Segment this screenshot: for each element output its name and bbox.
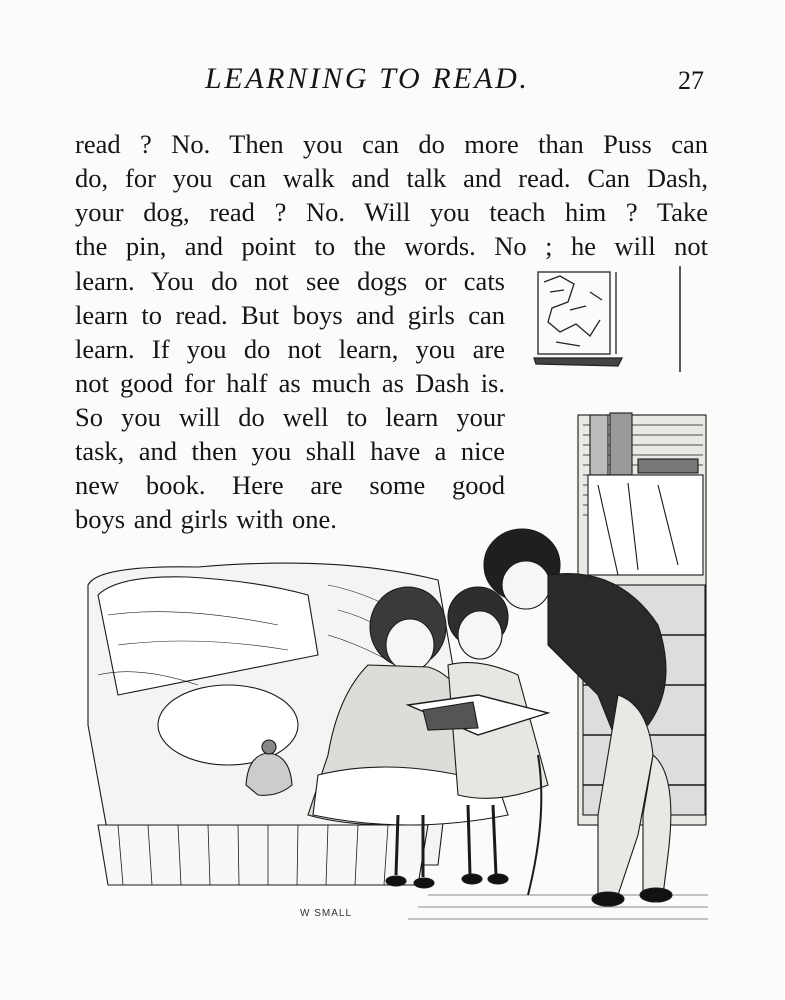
text-line: boys and girls with one.: [75, 504, 337, 534]
wall-picture-icon: [530, 262, 690, 372]
text-line: new book. Here are some good: [75, 470, 505, 500]
text-line: your dog, read ? No. Will you teach him ? Take: [75, 197, 708, 227]
page-number: 27: [678, 66, 704, 95]
text-line: not good for half as much as Dash is.: [75, 368, 505, 398]
text-line: task, and then you shall have a nice: [75, 436, 505, 466]
text-line: do, for you can walk and talk and read. Can Dash,: [75, 163, 708, 193]
page-title: LEARNING TO READ.: [205, 62, 530, 95]
text-line: learn to read. But boys and girls can: [75, 300, 505, 330]
text-line: learn. You do not see dogs or cats: [75, 266, 505, 296]
illustration-children-reading-icon: [78, 395, 710, 935]
text-line: the pin, and point to the words. No ; he will not: [75, 231, 708, 261]
text-line: learn. If you do not learn, you are: [75, 334, 505, 364]
text-line: read ? No. Then you can do more than Puss can: [75, 129, 708, 159]
text-line: So you will do well to learn your: [75, 402, 505, 432]
artist-signature: W SMALL: [300, 908, 353, 919]
